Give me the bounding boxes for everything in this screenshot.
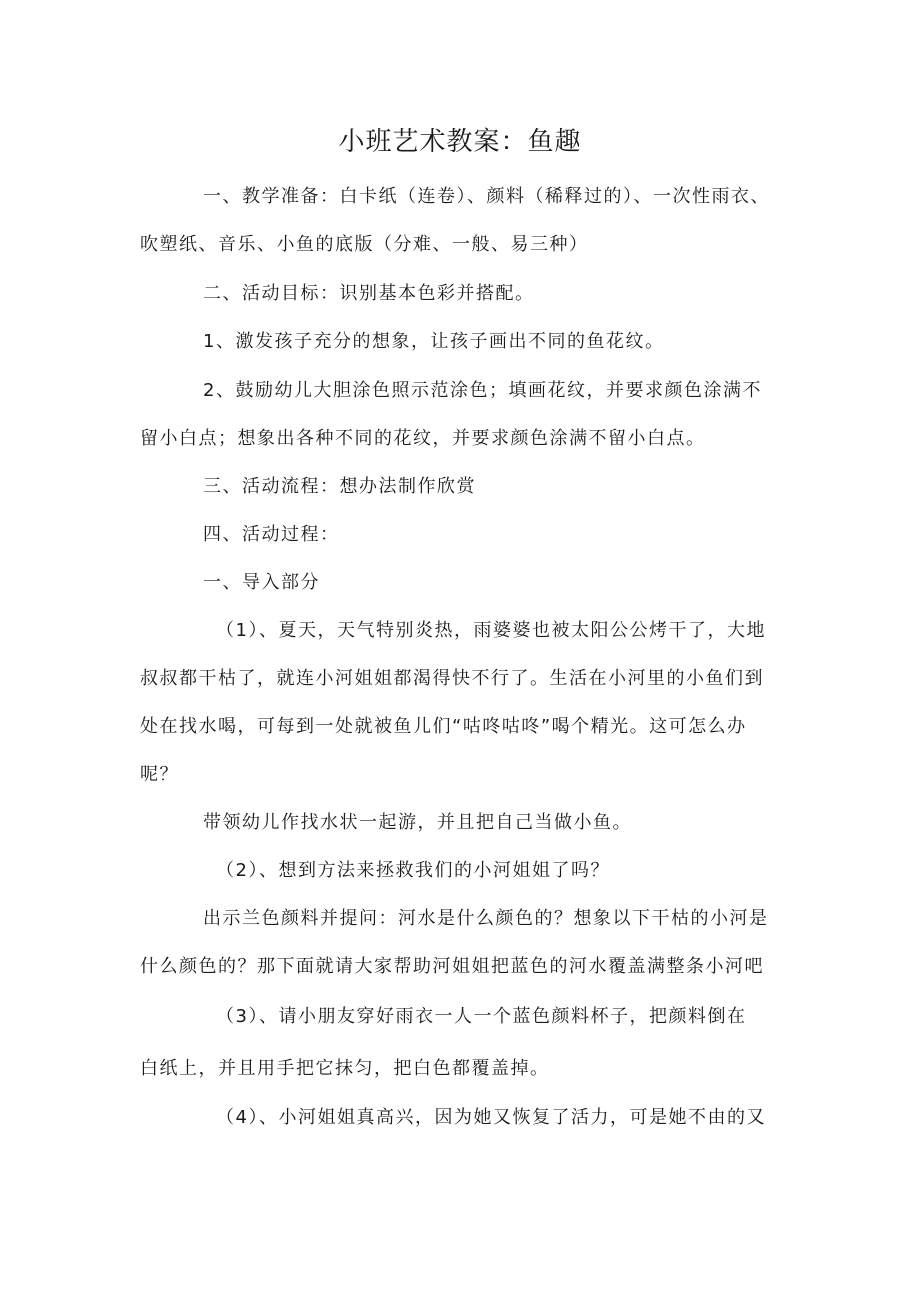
paragraph-line: 2、鼓励幼儿大胆涂色照示范涂色；填画花纹，并要求颜色涂满不: [203, 380, 762, 401]
paragraph-line: 三、活动流程：想办法制作欣赏: [203, 476, 476, 497]
paragraph-line: 吹塑纸、音乐、小鱼的底版（分难、一般、易三种）: [140, 234, 589, 255]
paragraph-line: 一、导入部分: [203, 572, 320, 593]
paragraph-line: 处在找水喝，可每到一处就被鱼儿们“咕咚咕咚”喝个精光。这可怎么办: [140, 716, 747, 737]
document-title: 小班艺术教案：鱼趣: [338, 127, 582, 157]
paragraph-line: 白纸上，并且用手把它抹匀，把白色都覆盖掉。: [140, 1058, 550, 1079]
paragraph-line: 叔叔都干枯了，就连小河姐姐都渴得快不行了。生活在小河里的小鱼们到: [140, 668, 764, 689]
paragraph-line: 呢？: [140, 764, 179, 785]
paragraph-line: 出示兰色颜料并提问：河水是什么颜色的？想象以下干枯的小河是: [203, 908, 769, 929]
paragraph-line: 1、激发孩子充分的想象，让孩子画出不同的鱼花纹。: [203, 331, 665, 352]
paragraph-line: （2）、想到方法来拯救我们的小河姐姐了吗？: [216, 860, 610, 881]
paragraph-line: （4）、小河姐姐真高兴，因为她又恢复了活力，可是她不由的又: [216, 1107, 766, 1128]
paragraph-line: 留小白点；想象出各种不同的花纹，并要求颜色涂满不留小白点。: [140, 428, 706, 449]
paragraph-line: 四、活动过程：: [203, 524, 340, 545]
paragraph-line: 一、教学准备：白卡纸（连卷）、颜料（稀释过的）、一次性雨衣、: [203, 186, 770, 207]
paragraph-line: 什么颜色的？那下面就请大家帮助河姐姐把蓝色的河水覆盖满整条小河吧: [140, 956, 764, 977]
paragraph-line: 带领幼儿作找水状一起游，并且把自己当做小鱼。: [203, 812, 632, 833]
paragraph-line: （3）、请小朋友穿好雨衣一人一个蓝色颜料杯子，把颜料倒在: [216, 1006, 747, 1027]
paragraph-line: 二、活动目标：识别基本色彩并搭配。: [203, 283, 535, 304]
paragraph-line: （1）、夏天，天气特别炎热，雨婆婆也被太阳公公烤干了，大地: [216, 620, 766, 641]
